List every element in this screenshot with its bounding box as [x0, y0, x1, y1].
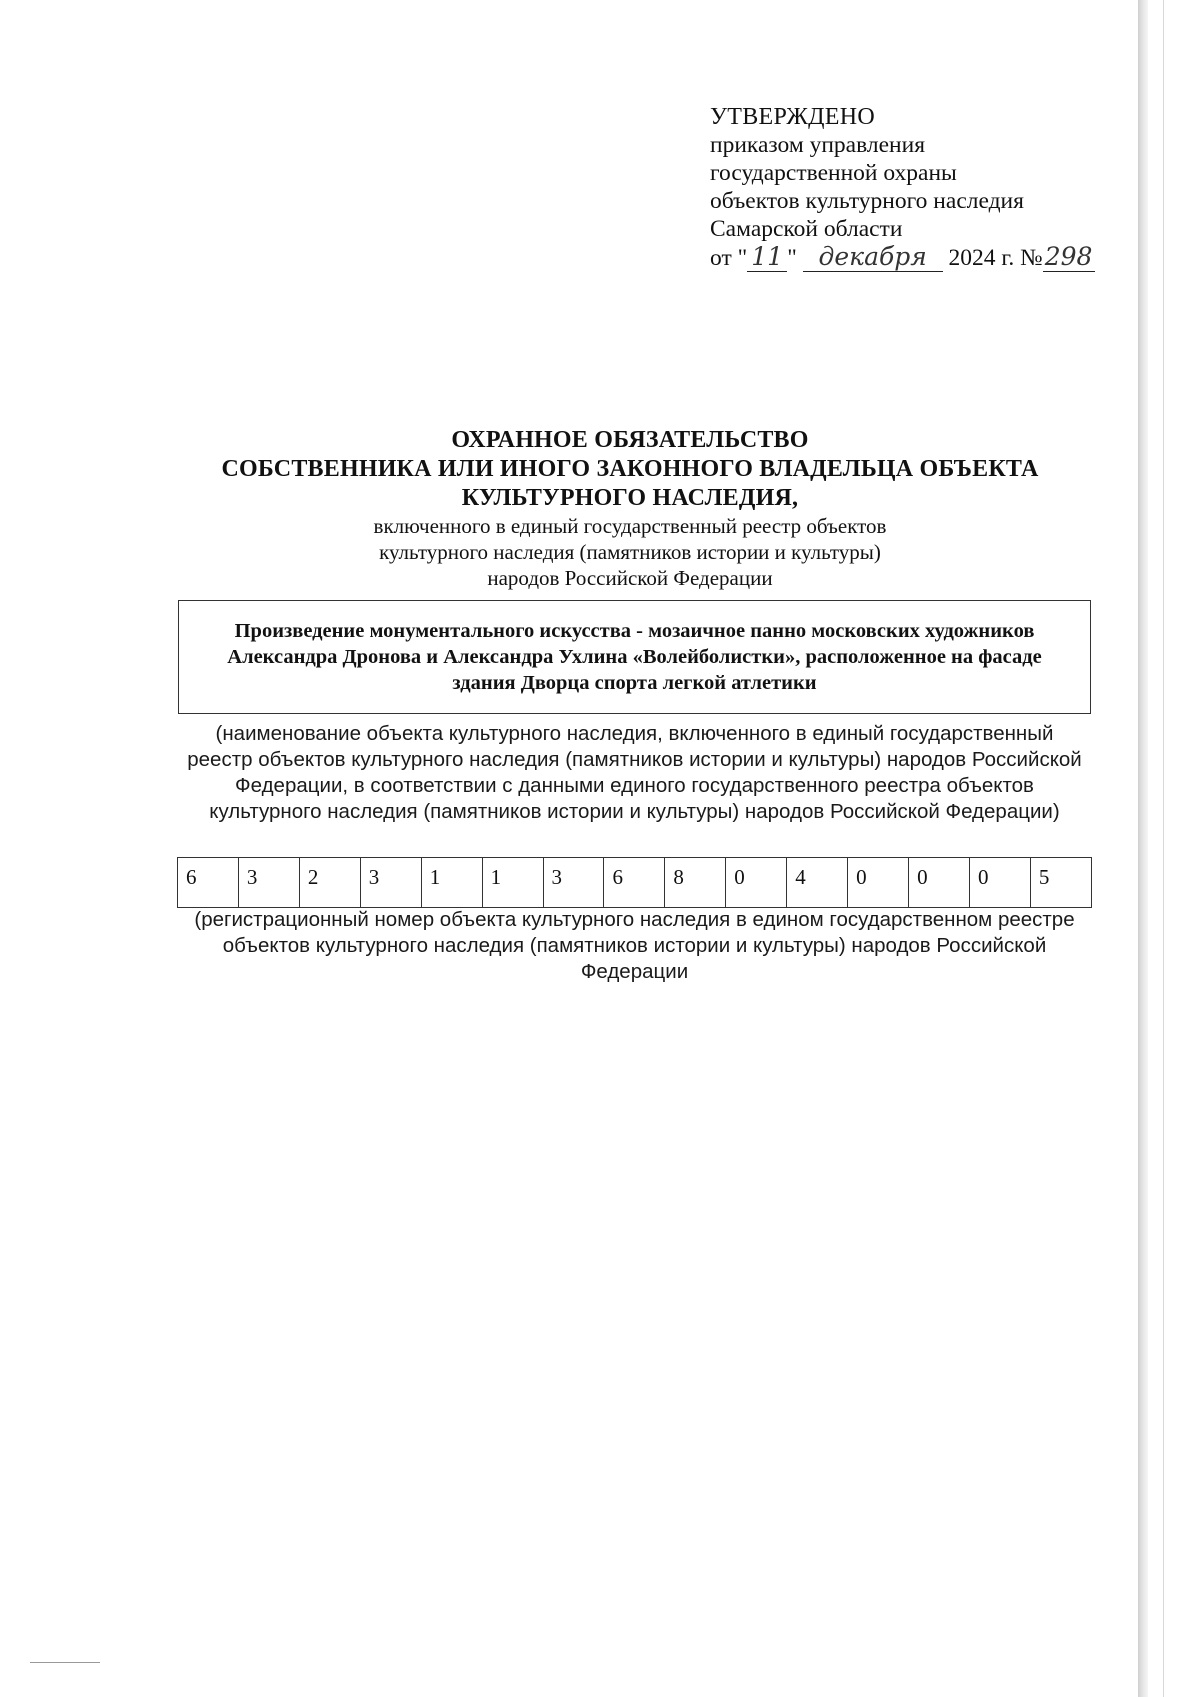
title-line-1: ОХРАННОЕ ОБЯЗАТЕЛЬСТВО — [451, 427, 809, 453]
subtitle-line-3: народов Российской Федерации — [487, 566, 773, 590]
date-day-handwritten: 11 — [747, 243, 787, 272]
reg-digit-cell: 4 — [787, 858, 848, 908]
approval-stamp — [710, 103, 1095, 272]
name-caption-line-1: (наименование объекта культурного наследия, включенного в единый государственный — [215, 722, 1054, 745]
order-number-handwritten: 298 — [1043, 243, 1095, 272]
title-line-3: КУЛЬТУРНОГО НАСЛЕДИЯ, — [461, 485, 799, 511]
document-title-block — [170, 426, 1090, 591]
date-month-handwritten: декабря — [803, 243, 943, 272]
date-year: 2024 г. № — [948, 245, 1043, 271]
registration-number-row — [178, 858, 1092, 908]
object-name-box — [178, 600, 1091, 714]
registration-number-caption — [178, 907, 1091, 985]
date-quote-close: " — [787, 245, 797, 271]
object-name-line-2: Александра Дронова и Александра Ухлина «Волейболистки», расположенное на фасаде — [227, 646, 1042, 668]
reg-caption-line-3: Федерации — [580, 960, 689, 983]
scan-edge-line — [1163, 0, 1164, 1697]
scan-edge-shadow — [1138, 0, 1148, 1697]
name-caption-line-4: культурного наследия (памятников истории и культуры) народов Российской Федерации) — [209, 800, 1060, 823]
approval-line-1: приказом управления — [710, 132, 925, 158]
reg-digit-cell: 1 — [482, 858, 543, 908]
object-name-caption — [178, 721, 1091, 825]
reg-digit-cell: 8 — [665, 858, 726, 908]
approval-line-3: объектов культурного наследия — [710, 188, 1024, 214]
reg-digit-cell: 6 — [178, 858, 239, 908]
reg-digit-cell: 0 — [848, 858, 909, 908]
name-caption-line-3: Федерации, в соответствии с данными единого государственного реестра объектов — [235, 774, 1034, 797]
approval-date-line — [710, 243, 1095, 272]
reg-caption-line-1: (регистрационный номер объекта культурного наследия в едином государственном реестре — [194, 908, 1075, 931]
name-caption-line-2: реестр объектов культурного наследия (памятников истории и культуры) народов Российской — [187, 748, 1082, 771]
object-name-line-1: Произведение монументального искусства - мозаичное панно московских художников — [234, 620, 1035, 642]
subtitle-line-2: культурного наследия (памятников истории и культуры) — [379, 540, 881, 564]
scan-footer-mark — [30, 1662, 100, 1663]
reg-digit-cell: 1 — [421, 858, 482, 908]
approval-line-2: государственной охраны — [710, 160, 957, 186]
reg-digit-cell: 3 — [360, 858, 421, 908]
reg-digit-cell: 0 — [909, 858, 970, 908]
approval-heading: УТВЕРЖДЕНО — [710, 104, 876, 130]
approval-line-4: Самарской области — [710, 216, 903, 242]
reg-caption-line-2: объектов культурного наследия (памятников истории и культуры) народов Российской — [222, 934, 1047, 957]
date-prefix: от " — [710, 245, 748, 271]
reg-digit-cell: 3 — [238, 858, 299, 908]
reg-digit-cell: 0 — [969, 858, 1030, 908]
object-name-line-3: здания Дворца спорта легкой атлетики — [452, 672, 817, 694]
registration-number-table — [177, 857, 1092, 908]
reg-digit-cell: 6 — [604, 858, 665, 908]
reg-digit-cell: 0 — [726, 858, 787, 908]
reg-digit-cell: 5 — [1030, 858, 1091, 908]
reg-digit-cell: 2 — [299, 858, 360, 908]
title-line-2: СОБСТВЕННИКА ИЛИ ИНОГО ЗАКОННОГО ВЛАДЕЛЬЦА ОБЪЕКТА — [221, 456, 1039, 482]
subtitle-line-1: включенного в единый государственный реестр объектов — [373, 514, 887, 538]
reg-digit-cell: 3 — [543, 858, 604, 908]
